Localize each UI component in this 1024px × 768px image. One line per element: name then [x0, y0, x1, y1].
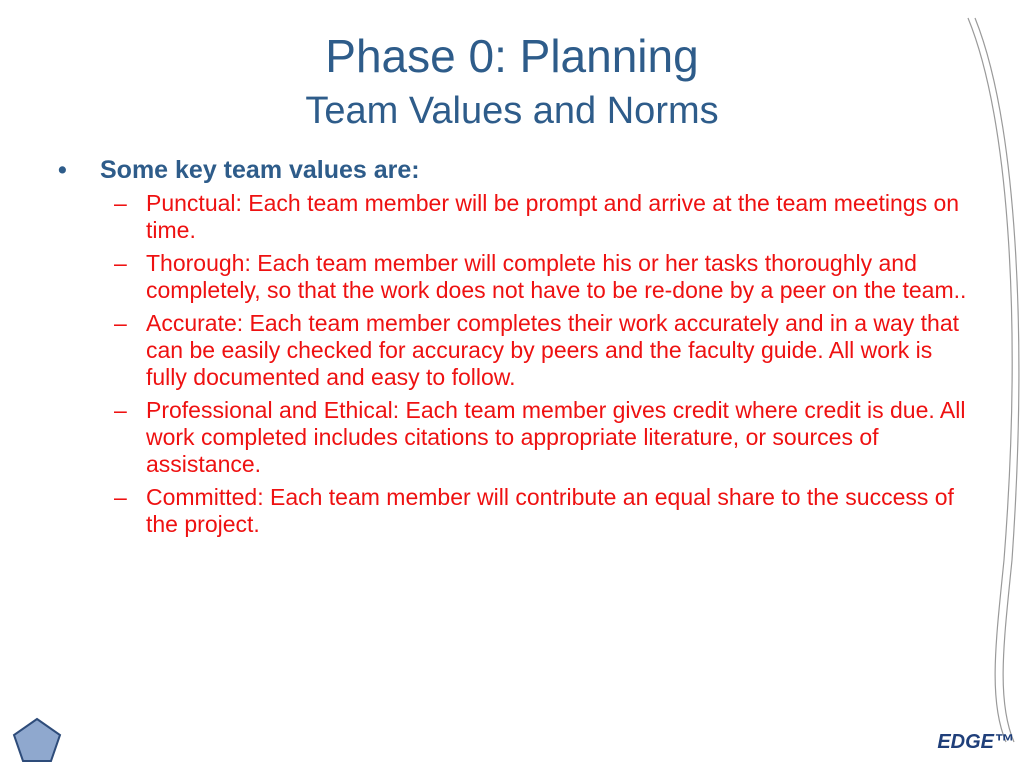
dash-symbol: –: [114, 484, 127, 510]
list-item-text: Professional and Ethical: Each team member gives credit where credit is due. All work completed includes citations to appropriate literature, or sources of assistance.: [146, 397, 966, 477]
team-values-list: [58, 190, 978, 538]
slide-title: Phase 0: Planning: [325, 30, 699, 82]
slide-subtitle: Team Values and Norms: [305, 90, 719, 132]
dash-symbol: –: [114, 250, 127, 276]
list-item-text: Punctual: Each team member will be prompt and arrive at the team meetings on time.: [146, 190, 960, 243]
dash-symbol: –: [114, 310, 127, 336]
list-item-text: Accurate: Each team member completes their work accurately and in a way that can be easily checked for accuracy by peers and the faculty guide. All work is fully documented and easy to follow.: [146, 310, 960, 390]
bullet-text: Some key team values are:: [100, 156, 420, 184]
dash-symbol: –: [114, 190, 127, 216]
list-item: [58, 250, 978, 304]
list-item: [58, 397, 978, 478]
bullet-item: [58, 154, 978, 186]
list-item: [58, 190, 978, 244]
slide-content: [58, 154, 978, 544]
list-item: [58, 484, 978, 538]
bullet-symbol: •: [58, 156, 67, 184]
pentagon-icon: [12, 717, 62, 763]
list-item-text: Committed: Each team member will contribute an equal share to the success of the project.: [146, 484, 954, 537]
list-item-text: Thorough: Each team member will complete his or her tasks thoroughly and completely, so that the work does not have to be re-done by a peer on the team..: [146, 250, 967, 303]
list-item: [58, 310, 978, 391]
brand-label: EDGE™: [937, 731, 1014, 753]
dash-symbol: –: [114, 397, 127, 423]
